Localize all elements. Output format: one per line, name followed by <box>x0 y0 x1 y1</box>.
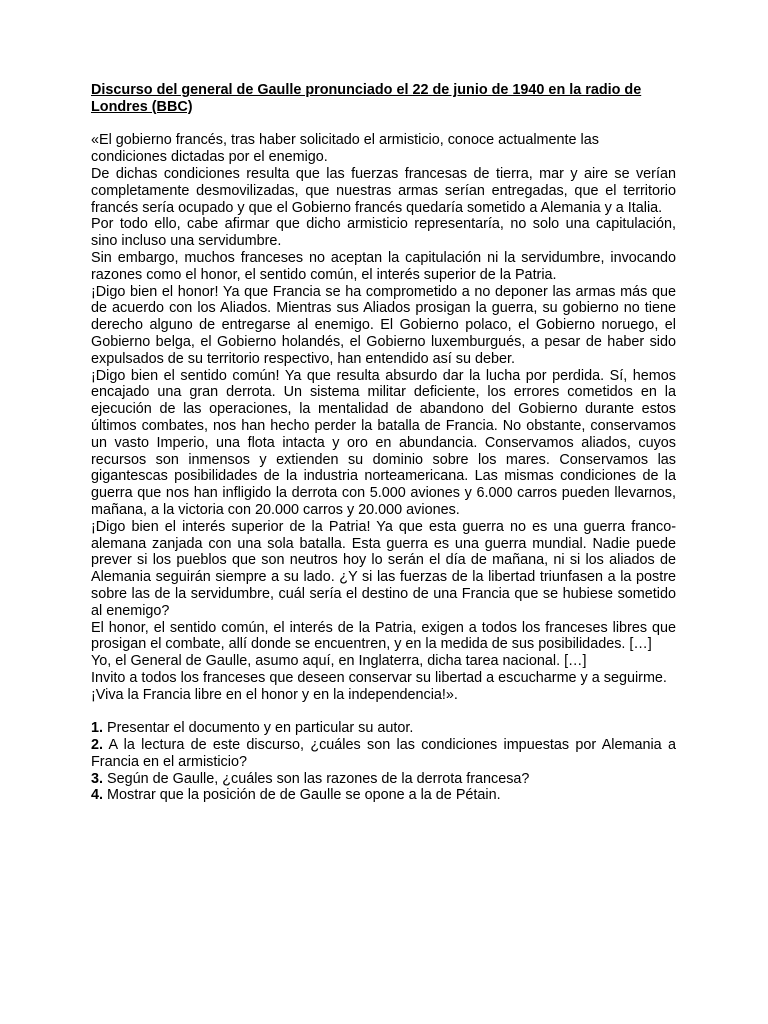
speech-paragraph: ¡Digo bien el sentido común! Ya que resulta absurdo dar la lucha por perdida. Sí, hemos encajado una gran derrota. Un sistema militar deficiente, los errores cometidos en la ejecución de las operaciones, la mentalidad de abandono del Gobierno durante estos últimos combates, nos han hecho perder la batalla de Francia. No obstante, conservamos un vasto Imperio, una flota intacta y oro en abundancia. Conservamos aliados, cuyos recursos son inmensos y extienden su dominio sobre los mares. Conservamos las gigantescas posibilidades de la industria norteamericana. Las mismas condiciones de la guerra que nos han infligido la derrota con 5.000 aviones y 6.000 carros pueden llevarnos, mañana, a la victoria con 20.000 carros y 20.000 aviones. <box>91 367 676 518</box>
document-page <box>91 82 676 804</box>
question-number: 1. <box>91 720 104 737</box>
question-number: 2. <box>91 737 104 754</box>
question-text: A la lectura de este discurso, ¿cuáles son las condiciones impuestas por Alemania a Francia en el armisticio? <box>91 737 676 770</box>
speech-paragraph: El honor, el sentido común, el interés de la Patria, exigen a todos los franceses libres que prosigan el combate, allí donde se encuentren, y en la medida de sus posibilidades. […] <box>91 619 676 653</box>
question-text: Mostrar que la posición de de Gaulle se opone a la de Pétain. <box>107 787 501 804</box>
speech-paragraph: Sin embargo, muchos franceses no aceptan la capitulación ni la servidumbre, invocando razones como el honor, el sentido común, el interés superior de la Patria. <box>91 249 676 283</box>
speech-paragraph: ¡Viva la Francia libre en el honor y en la independencia!». <box>91 686 458 703</box>
question-item <box>91 771 676 788</box>
speech-paragraph: Invito a todos los franceses que deseen conservar su libertad a escucharme y a seguirme. <box>91 669 667 686</box>
speech-paragraph: ¡Digo bien el interés superior de la Patria! Ya que esta guerra no es una guerra franco-alemana zanjada con una sola batalla. Esta guerra es una guerra mundial. Nadie puede prever si los pueblos que son neutros hoy lo serán el día de mañana, ni si los aliados de Alemania seguirán siempre a su lado. ¿Y si las fuerzas de la libertad triunfasen a la postre sobre las de la servidumbre, cuál sería el destino de una Francia que se hubiese sometido al enemigo? <box>91 518 676 619</box>
question-item <box>91 737 676 771</box>
speech-paragraph: Yo, el General de Gaulle, asumo aquí, en Inglaterra, dicha tarea nacional. […] <box>91 653 587 670</box>
questions-list <box>91 720 676 804</box>
speech-paragraph: «El gobierno francés, tras haber solicitado el armisticio, conoce actualmente las condiciones dictadas por el enemigo. <box>91 132 599 166</box>
question-text: Presentar el documento y en particular su autor. <box>107 720 414 737</box>
question-item <box>91 720 676 737</box>
question-item <box>91 787 676 804</box>
speech-paragraph: ¡Digo bien el honor! Ya que Francia se ha comprometido a no deponer las armas más que de acuerdo con los Aliados. Mientras sus Aliados prosigan la guerra, su gobierno no tiene derecho alguno de entregarse al enemigo. El Gobierno polaco, el Gobierno noruego, el Gobierno belga, el Gobierno holandés, el Gobierno luxemburgués, a pesar de haber sido expulsados de su territorio respectivo, han entendido así su deber. <box>91 283 676 367</box>
speech-body <box>91 132 676 703</box>
document-title: Discurso del general de Gaulle pronunciado el 22 de junio de 1940 en la radio de Londres (BBC) <box>91 82 642 115</box>
question-number: 4. <box>91 787 104 804</box>
question-number: 3. <box>91 770 104 787</box>
speech-paragraph: De dichas condiciones resulta que las fuerzas francesas de tierra, mar y aire se verían completamente desmovilizadas, que nuestras armas serían entregadas, que el territorio francés sería ocupado y que el Gobierno francés quedaría sometido a Alemania y a Italia. <box>91 165 676 216</box>
speech-paragraph: Por todo ello, cabe afirmar que dicho armisticio representaría, no solo una capitulación, sino incluso una servidumbre. <box>91 216 676 250</box>
question-text: Según de Gaulle, ¿cuáles son las razones de la derrota francesa? <box>107 770 530 787</box>
